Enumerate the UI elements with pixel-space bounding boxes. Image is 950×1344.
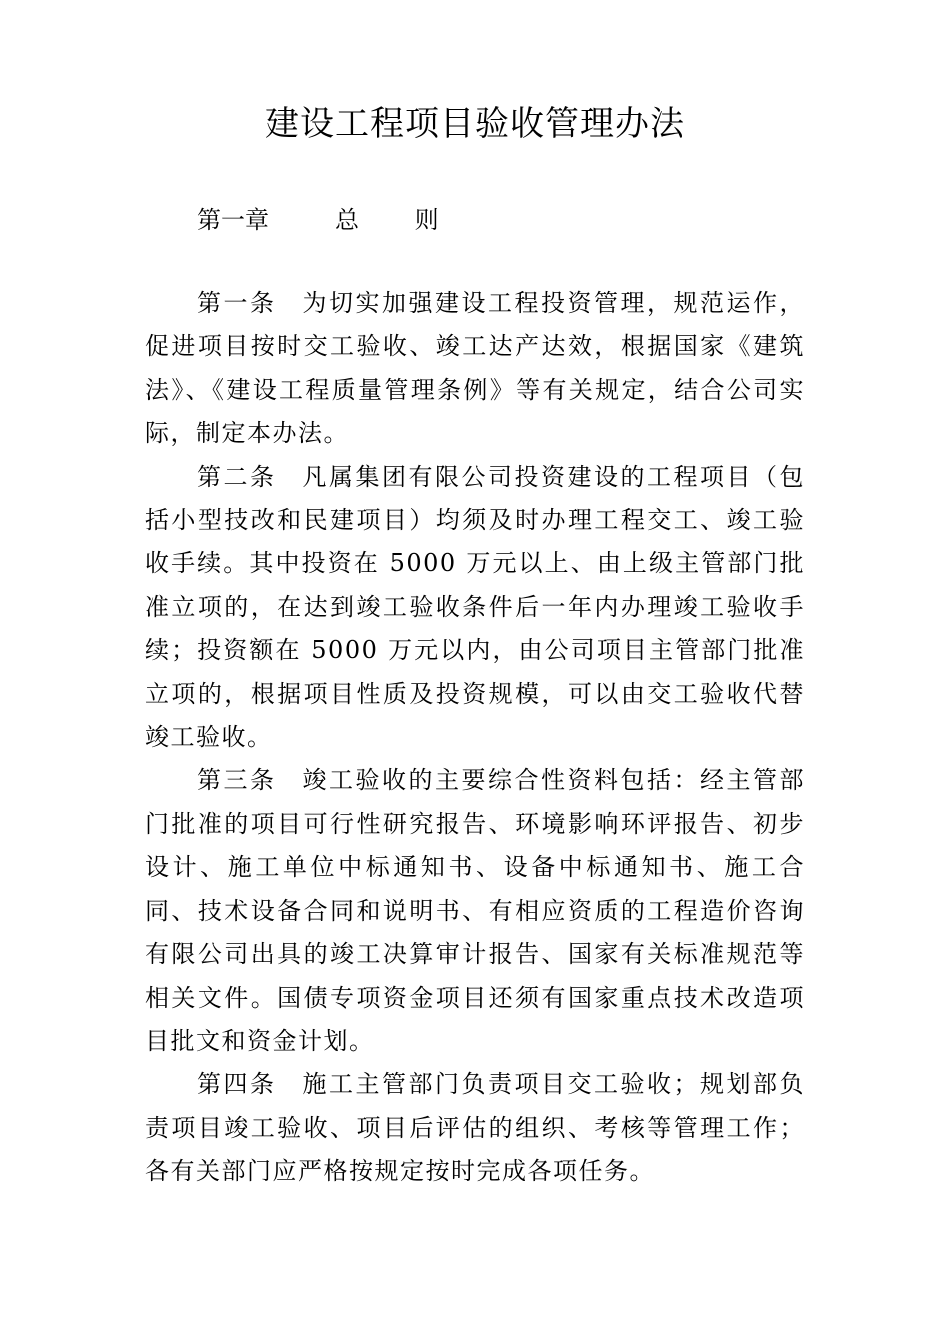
article-4 <box>145 1063 805 1193</box>
article-1 <box>145 282 805 456</box>
article-2 <box>145 456 805 760</box>
article-3 <box>145 759 805 1063</box>
chapter-name: 总 则 <box>335 206 463 234</box>
article-label: 第一条 <box>197 289 277 317</box>
article-text: 施工主管部门负责项目交工验收；规划部负责项目竣工验收、项目后评估的组织、考核等管理工作；各有关部门应严格按规定按时完成各项任务。 <box>145 1070 805 1186</box>
article-label: 第三条 <box>197 766 277 795</box>
article-label: 第四条 <box>197 1070 277 1099</box>
article-text: 凡属集团有限公司投资建设的工程项目（包括小型技改和民建项目）均须及时办理工程交工、竣工验收手续。其中投资在 5000 万元以上、由上级主管部门批准立项的，在达到竣工验收条件后一年内办理竣工验收手续；投资额在 5000 万元以内，由公司项目主管部门批准立项的，根据项目性质及投资规模，可以由交工验收代替竣工验收。 <box>145 462 805 752</box>
document-body <box>145 282 805 1194</box>
article-text: 竣工验收的主要综合性资料包括：经主管部门批准的项目可行性研究报告、环境影响环评报告、初步设计、施工单位中标通知书、设备中标通知书、施工合同、技术设备合同和说明书、有相应资质的工程造价咨询有限公司出具的竣工决算审计报告、国家有关标准规范等相关文件。国债专项资金项目还须有国家重点技术改造项目批文和资金计划。 <box>145 766 805 1055</box>
chapter-number: 第一章 <box>197 206 269 234</box>
article-label: 第二条 <box>197 462 277 491</box>
chapter-heading <box>197 198 463 242</box>
article-text: 为切实加强建设工程投资管理，规范运作，促进项目按时交工验收、竣工达产达效，根据国家《建筑法》、《建设工程质量管理条例》等有关规定，结合公司实际，制定本办法。 <box>145 289 805 448</box>
document-title: 建设工程项目验收管理办法 <box>265 104 685 144</box>
